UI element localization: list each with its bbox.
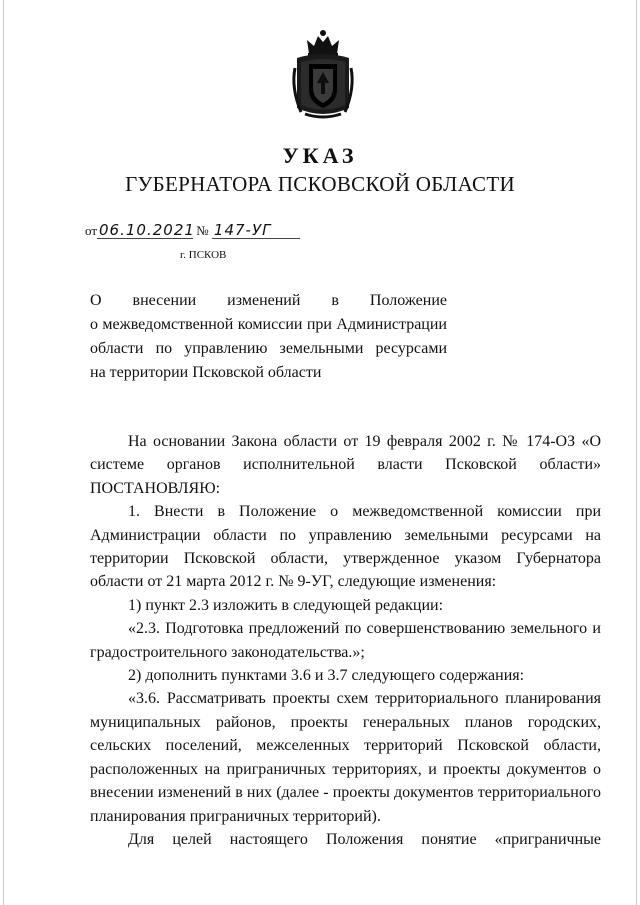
- subject-line: О внесении изменений в Положение: [90, 292, 447, 309]
- body-paragraph: Для целей настоящего Положения понятие «приграничные: [128, 830, 601, 848]
- handwritten-number: 147-УГ: [212, 223, 300, 239]
- issue-city: г. ПСКОВ: [180, 249, 227, 261]
- decree-body: [90, 430, 601, 851]
- number-label: №: [196, 223, 209, 238]
- page-right-edge: [636, 0, 637, 905]
- body-paragraph: «3.6. Рассматривать проекты схем территориального планирования муниципальных районов, проекты генеральных планов городских, сельских поселений, межселенных территорий Псковской области, расположенных на приграничных территориях, и проекты документов о внесении изменений в них (далее - проекты документов территориального планирования приграничных территорий).: [90, 690, 601, 825]
- page-left-edge: [3, 0, 4, 905]
- subject-line: о межведомственной комиссии при Администрации: [90, 316, 447, 333]
- subject-line: на территории Псковской области: [90, 364, 322, 381]
- decree-subject: [90, 289, 447, 385]
- coat-of-arms-emblem: [289, 28, 357, 120]
- body-paragraph: 2) дополнить пунктами 3.6 и 3.7 следующего содержания:: [128, 667, 525, 685]
- date-number-line: [85, 223, 300, 239]
- subject-line: области по управлению земельными ресурсами: [90, 340, 447, 357]
- body-paragraph: На основании Закона области от 19 февраля 2002 г. № 174-ОЗ «О системе органов исполнительной власти Псковской области» ПОСТАНОВЛЯЮ:: [90, 433, 601, 497]
- body-paragraph: 1. Внести в Положение о межведомственной комиссии при Администрации области по управлению земельными ресурсами на территории Псковской области, утвержденное указом Губернатора области от 21 марта 2012 г. № 9-УГ, следующие изменения:: [90, 503, 601, 591]
- decree-title: УКАЗ: [282, 143, 358, 168]
- issuer-title: ГУБЕРНАТОРА ПСКОВСКОЙ ОБЛАСТИ: [125, 172, 515, 196]
- body-paragraph: 1) пункт 2.3 изложить в следующей редакции:: [128, 596, 444, 614]
- body-paragraph: «2.3. Подготовка предложений по совершенствованию земельного и градостроительного законодательства.»;: [90, 620, 601, 661]
- handwritten-date: 06.10.2021: [99, 221, 195, 239]
- date-prefix: от: [85, 223, 98, 238]
